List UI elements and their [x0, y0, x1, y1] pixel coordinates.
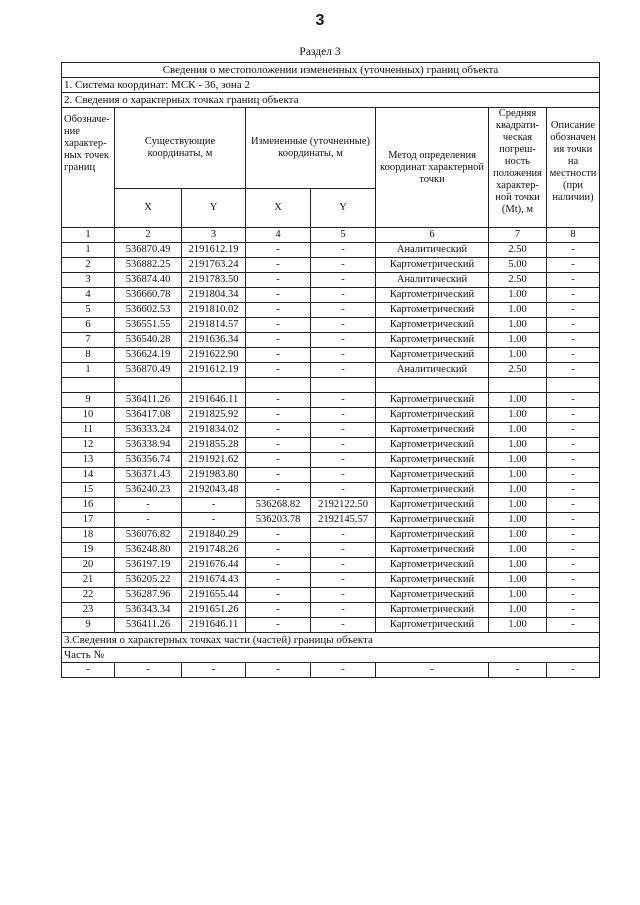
table-row [62, 588, 600, 603]
table-row [62, 363, 600, 378]
cell-existing-y: 2191612.19 [182, 243, 246, 258]
cell-changed-x: - [246, 288, 311, 303]
table-title: Сведения о местоположении измененных (уточненных) границ объекта [62, 63, 600, 78]
cell-point-id: 1 [62, 363, 115, 378]
cell-existing-y: 2191748.26 [182, 543, 246, 558]
cell-changed-y: - [311, 303, 376, 318]
cell-existing-x: 536248.80 [115, 543, 182, 558]
cell-existing-y: 2191622.90 [182, 348, 246, 363]
cell-description: - [547, 543, 600, 558]
cell-accuracy: 1.00 [489, 333, 547, 348]
cell-point-id: 18 [62, 528, 115, 543]
cell-existing-x: 536287.96 [115, 588, 182, 603]
cell-accuracy: 2.50 [489, 243, 547, 258]
cell-changed-y: - [311, 618, 376, 633]
cell-changed-x [246, 378, 311, 393]
part-row [62, 663, 600, 678]
cell-changed-y: 2192145.57 [311, 513, 376, 528]
table-row [62, 603, 600, 618]
column-number: 4 [246, 228, 311, 243]
column-number: 3 [182, 228, 246, 243]
cell-changed-x: 536203.78 [246, 513, 311, 528]
table-row [62, 573, 600, 588]
cell-method: Картометрический [376, 288, 489, 303]
header-accuracy: Средняя квадрати-ческая погреш-ность положения характер-ной точки (Mt), м [489, 108, 547, 228]
part-cell: - [115, 663, 182, 678]
cell-changed-x: - [246, 408, 311, 423]
cell-existing-x: 536333.24 [115, 423, 182, 438]
cell-existing-y: 2191646.11 [182, 618, 246, 633]
cell-changed-x: 536268.82 [246, 498, 311, 513]
cell-point-id: 1 [62, 243, 115, 258]
cell-existing-x: 536205.22 [115, 573, 182, 588]
cell-existing-x: - [115, 498, 182, 513]
cell-accuracy: 1.00 [489, 483, 547, 498]
cell-changed-x: - [246, 333, 311, 348]
part-cell: - [489, 663, 547, 678]
cell-description: - [547, 348, 600, 363]
cell-changed-x: - [246, 543, 311, 558]
cell-existing-y: 2191825.92 [182, 408, 246, 423]
cell-changed-y: - [311, 408, 376, 423]
table-row [62, 258, 600, 273]
cell-method: Аналитический [376, 273, 489, 288]
cell-changed-y: - [311, 543, 376, 558]
cell-accuracy: 1.00 [489, 603, 547, 618]
table-row [62, 303, 600, 318]
cell-changed-x: - [246, 423, 311, 438]
cell-accuracy: 1.00 [489, 543, 547, 558]
cell-changed-y [311, 378, 376, 393]
cell-method: Картометрический [376, 558, 489, 573]
cell-description: - [547, 528, 600, 543]
cell-accuracy: 1.00 [489, 303, 547, 318]
cell-description: - [547, 393, 600, 408]
cell-description: - [547, 498, 600, 513]
cell-changed-y: - [311, 243, 376, 258]
cell-method: Картометрический [376, 528, 489, 543]
cell-description: - [547, 363, 600, 378]
cell-method: Картометрический [376, 543, 489, 558]
cell-existing-x: 536624.19 [115, 348, 182, 363]
cell-point-id: 9 [62, 618, 115, 633]
cell-existing-x: 536076.82 [115, 528, 182, 543]
header-existing-coords: Существующие координаты, м [115, 108, 246, 189]
cell-existing-x: - [115, 513, 182, 528]
cell-method: Картометрический [376, 588, 489, 603]
cell-description: - [547, 483, 600, 498]
cell-accuracy: 1.00 [489, 288, 547, 303]
cell-description: - [547, 513, 600, 528]
cell-point-id: 21 [62, 573, 115, 588]
cell-accuracy: 1.00 [489, 393, 547, 408]
cell-existing-y [182, 378, 246, 393]
cell-existing-x: 536870.49 [115, 243, 182, 258]
cell-changed-x: - [246, 588, 311, 603]
cell-changed-y: - [311, 558, 376, 573]
section3-title: 3.Сведения о характерных точках части (частей) границы объекта [62, 633, 600, 648]
cell-point-id: 22 [62, 588, 115, 603]
table-row [62, 318, 600, 333]
table-row [62, 393, 600, 408]
cell-existing-y: 2191676.44 [182, 558, 246, 573]
cell-description: - [547, 438, 600, 453]
cell-method: Картометрический [376, 573, 489, 588]
part-cell: - [311, 663, 376, 678]
cell-point-id: 5 [62, 303, 115, 318]
cell-accuracy: 1.00 [489, 348, 547, 363]
cell-method: Картометрический [376, 618, 489, 633]
cell-existing-x [115, 378, 182, 393]
cell-changed-y: - [311, 423, 376, 438]
cell-method: Картометрический [376, 468, 489, 483]
table-row [62, 288, 600, 303]
column-number: 8 [547, 228, 600, 243]
cell-point-id: 12 [62, 438, 115, 453]
cell-existing-x: 536417.08 [115, 408, 182, 423]
cell-description: - [547, 303, 600, 318]
column-number: 1 [62, 228, 115, 243]
page-number: 3 [315, 12, 325, 29]
cell-existing-y: 2191983.80 [182, 468, 246, 483]
cell-changed-y: - [311, 483, 376, 498]
cell-changed-x: - [246, 258, 311, 273]
cell-accuracy: 1.00 [489, 558, 547, 573]
cell-changed-x: - [246, 348, 311, 363]
cell-existing-x: 536240.23 [115, 483, 182, 498]
table-row [62, 618, 600, 633]
cell-existing-x: 536882.25 [115, 258, 182, 273]
cell-method: Картометрический [376, 318, 489, 333]
cell-point-id: 8 [62, 348, 115, 363]
cell-point-id: 17 [62, 513, 115, 528]
cell-existing-y: - [182, 498, 246, 513]
cell-changed-x: - [246, 483, 311, 498]
cell-changed-x: - [246, 273, 311, 288]
cell-description: - [547, 288, 600, 303]
cell-changed-x: - [246, 573, 311, 588]
cell-point-id: 13 [62, 453, 115, 468]
cell-accuracy: 1.00 [489, 423, 547, 438]
boundary-points-table [61, 62, 600, 678]
cell-changed-y: - [311, 588, 376, 603]
cell-point-id: 16 [62, 498, 115, 513]
cell-existing-y: 2191804.34 [182, 288, 246, 303]
cell-method: Картометрический [376, 438, 489, 453]
cell-point-id: 6 [62, 318, 115, 333]
cell-existing-y: 2191855.28 [182, 438, 246, 453]
cell-point-id: 19 [62, 543, 115, 558]
cell-accuracy [489, 378, 547, 393]
cell-description: - [547, 273, 600, 288]
cell-description: - [547, 258, 600, 273]
cell-description: - [547, 423, 600, 438]
cell-accuracy: 1.00 [489, 408, 547, 423]
cell-accuracy: 1.00 [489, 573, 547, 588]
cell-accuracy: 1.00 [489, 498, 547, 513]
cell-description: - [547, 453, 600, 468]
cell-changed-y: - [311, 273, 376, 288]
cell-description: - [547, 573, 600, 588]
section2-title: 2. Сведения о характерных точках границ объекта [62, 93, 600, 108]
cell-changed-x: - [246, 528, 311, 543]
cell-changed-y: - [311, 573, 376, 588]
part-label: Часть № [62, 648, 600, 663]
cell-existing-y: 2191834.02 [182, 423, 246, 438]
cell-changed-y: - [311, 468, 376, 483]
table-row [62, 243, 600, 258]
cell-method: Картометрический [376, 513, 489, 528]
cell-changed-y: - [311, 438, 376, 453]
cell-changed-y: - [311, 333, 376, 348]
cell-method [376, 378, 489, 393]
header-x-existing: X [115, 189, 182, 228]
cell-accuracy: 1.00 [489, 618, 547, 633]
cell-existing-x: 536411.26 [115, 618, 182, 633]
cell-existing-y: - [182, 513, 246, 528]
cell-point-id: 4 [62, 288, 115, 303]
cell-existing-y: 2191612.19 [182, 363, 246, 378]
cell-point-id: 7 [62, 333, 115, 348]
cell-changed-x: - [246, 468, 311, 483]
cell-changed-y: 2192122.50 [311, 498, 376, 513]
cell-description: - [547, 333, 600, 348]
table-row [62, 558, 600, 573]
cell-existing-y: 2191646.11 [182, 393, 246, 408]
cell-existing-y: 2191655.44 [182, 588, 246, 603]
cell-existing-y: 2191651.26 [182, 603, 246, 618]
cell-point-id: 11 [62, 423, 115, 438]
cell-changed-x: - [246, 318, 311, 333]
cell-accuracy: 1.00 [489, 468, 547, 483]
part-cell: - [376, 663, 489, 678]
cell-point-id: 2 [62, 258, 115, 273]
cell-existing-x: 536551.55 [115, 318, 182, 333]
header-changed-coords: Измененные (уточненные) координаты, м [246, 108, 376, 189]
cell-accuracy: 1.00 [489, 513, 547, 528]
cell-point-id [62, 378, 115, 393]
cell-method: Картометрический [376, 453, 489, 468]
cell-existing-x: 536870.49 [115, 363, 182, 378]
cell-changed-x: - [246, 603, 311, 618]
cell-method: Картометрический [376, 333, 489, 348]
cell-existing-y: 2191783.50 [182, 273, 246, 288]
table-row [62, 423, 600, 438]
cell-changed-y: - [311, 453, 376, 468]
cell-point-id: 10 [62, 408, 115, 423]
cell-changed-x: - [246, 393, 311, 408]
cell-method: Картометрический [376, 303, 489, 318]
cell-method: Картометрический [376, 483, 489, 498]
table-row [62, 498, 600, 513]
cell-method: Картометрический [376, 393, 489, 408]
cell-accuracy: 1.00 [489, 588, 547, 603]
cell-method: Картометрический [376, 603, 489, 618]
cell-existing-y: 2192043.48 [182, 483, 246, 498]
table-row [62, 543, 600, 558]
cell-existing-y: 2191921.62 [182, 453, 246, 468]
cell-changed-x: - [246, 243, 311, 258]
cell-point-id: 9 [62, 393, 115, 408]
part-cell: - [246, 663, 311, 678]
column-number: 5 [311, 228, 376, 243]
table-row [62, 438, 600, 453]
cell-method: Картометрический [376, 258, 489, 273]
cell-changed-x: - [246, 558, 311, 573]
cell-existing-x: 536197.19 [115, 558, 182, 573]
cell-changed-y: - [311, 363, 376, 378]
header-x-changed: X [246, 189, 311, 228]
cell-existing-y: 2191840.29 [182, 528, 246, 543]
column-number: 2 [115, 228, 182, 243]
cell-changed-x: - [246, 438, 311, 453]
cell-description: - [547, 618, 600, 633]
coord-system: 1. Система координат: МСК - 36, зона 2 [62, 78, 600, 93]
cell-method: Аналитический [376, 363, 489, 378]
cell-method: Картометрический [376, 408, 489, 423]
cell-description: - [547, 468, 600, 483]
table-row [62, 333, 600, 348]
cell-existing-y: 2191810.02 [182, 303, 246, 318]
cell-existing-x: 536874.40 [115, 273, 182, 288]
cell-existing-y: 2191674.43 [182, 573, 246, 588]
cell-changed-x: - [246, 303, 311, 318]
cell-point-id: 23 [62, 603, 115, 618]
cell-existing-x: 536356.74 [115, 453, 182, 468]
cell-changed-y: - [311, 288, 376, 303]
cell-method: Картометрический [376, 423, 489, 438]
column-number: 6 [376, 228, 489, 243]
cell-changed-y: - [311, 528, 376, 543]
cell-description: - [547, 408, 600, 423]
cell-changed-x: - [246, 618, 311, 633]
column-numbers-row [62, 228, 600, 243]
cell-accuracy: 1.00 [489, 318, 547, 333]
cell-changed-y: - [311, 393, 376, 408]
header-point-label: Обозначе-ние характер-ных точек границ [62, 108, 115, 228]
table-row [62, 378, 600, 393]
cell-method: Картометрический [376, 498, 489, 513]
cell-accuracy: 1.00 [489, 453, 547, 468]
cell-description: - [547, 588, 600, 603]
cell-existing-x: 536602.53 [115, 303, 182, 318]
header-y-changed: Y [311, 189, 376, 228]
table-row [62, 483, 600, 498]
cell-point-id: 20 [62, 558, 115, 573]
cell-existing-y: 2191763.24 [182, 258, 246, 273]
cell-changed-y: - [311, 603, 376, 618]
table-row [62, 348, 600, 363]
cell-point-id: 15 [62, 483, 115, 498]
cell-accuracy: 1.00 [489, 528, 547, 543]
cell-existing-x: 536338.94 [115, 438, 182, 453]
cell-description: - [547, 558, 600, 573]
header-y-existing: Y [182, 189, 246, 228]
cell-point-id: 3 [62, 273, 115, 288]
cell-changed-y: - [311, 258, 376, 273]
part-cell: - [62, 663, 115, 678]
cell-changed-x: - [246, 363, 311, 378]
cell-method: Картометрический [376, 348, 489, 363]
cell-existing-y: 2191814.57 [182, 318, 246, 333]
cell-existing-x: 536411.26 [115, 393, 182, 408]
cell-description: - [547, 318, 600, 333]
header-description: Описание обозначен ия точки на местности (при наличии) [547, 108, 600, 228]
cell-point-id: 14 [62, 468, 115, 483]
cell-existing-x: 536540.28 [115, 333, 182, 348]
cell-existing-x: 536660.78 [115, 288, 182, 303]
cell-accuracy: 1.00 [489, 438, 547, 453]
cell-accuracy: 5.00 [489, 258, 547, 273]
part-cell: - [547, 663, 600, 678]
part-cell: - [182, 663, 246, 678]
cell-accuracy: 2.50 [489, 363, 547, 378]
cell-accuracy: 2.50 [489, 273, 547, 288]
section-label: Раздел 3 [299, 46, 341, 58]
cell-description: - [547, 603, 600, 618]
cell-method: Аналитический [376, 243, 489, 258]
table-row [62, 408, 600, 423]
cell-existing-y: 2191636.34 [182, 333, 246, 348]
cell-description [547, 378, 600, 393]
cell-description: - [547, 243, 600, 258]
table-row [62, 528, 600, 543]
table-row [62, 453, 600, 468]
table-row [62, 513, 600, 528]
header-method: Метод определения координат характерной точки [376, 108, 489, 228]
cell-changed-x: - [246, 453, 311, 468]
cell-existing-x: 536343.34 [115, 603, 182, 618]
table-row [62, 468, 600, 483]
table-row [62, 273, 600, 288]
cell-changed-y: - [311, 348, 376, 363]
cell-changed-y: - [311, 318, 376, 333]
cell-existing-x: 536371.43 [115, 468, 182, 483]
column-number: 7 [489, 228, 547, 243]
